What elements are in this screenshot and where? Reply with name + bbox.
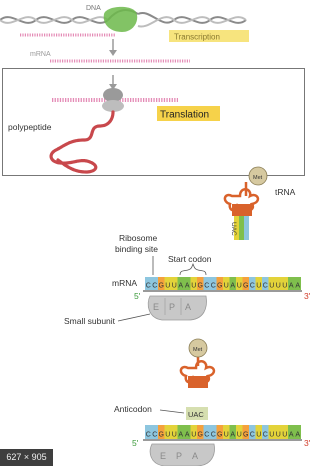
site-p-label: P	[169, 302, 176, 312]
nucleotide-letter: U	[236, 282, 242, 290]
nucleotide-letter: G	[158, 431, 164, 439]
nucleotide-letter: U	[236, 431, 242, 439]
nucleotide-letter: A	[288, 431, 294, 439]
nucleotide-letter: U	[223, 431, 229, 439]
site-e-label: E	[153, 302, 160, 312]
mrna-mid-label: mRNA	[112, 278, 138, 288]
small-subunit-pointer	[118, 314, 150, 321]
nucleotide-letter: U	[191, 431, 197, 439]
nucleotide-letter: U	[171, 431, 177, 439]
nucleotide-letter: U	[275, 431, 281, 439]
start-codon-label: Start codon	[168, 254, 212, 264]
met-label: Met	[253, 175, 263, 181]
nucleotide-letter: U	[256, 431, 262, 439]
nucleotide-letter: C	[249, 431, 255, 439]
transcription-label: Transcription	[174, 32, 220, 42]
nucleotide-letter: U	[256, 282, 262, 290]
nucleotide-letter: U	[282, 431, 288, 439]
three-prime-label-2: 3'	[304, 438, 311, 448]
anticodon-pointer	[160, 410, 184, 413]
nucleotide-letter: C	[210, 431, 216, 439]
nucleotide-letter: C	[145, 282, 151, 290]
transcription-arrowhead	[109, 50, 117, 56]
nucleotide-letter: U	[165, 282, 171, 290]
nucleotide-letter: G	[197, 431, 203, 439]
nucleotide-letter: A	[178, 431, 184, 439]
site-p2-label: P	[176, 451, 183, 461]
nucleotide-letter: U	[165, 431, 171, 439]
nucleotide-letter: A	[184, 431, 190, 439]
nucleotide-letter: A	[230, 431, 236, 439]
nucleotide-letter: A	[184, 282, 190, 290]
nucleotide-letter: U	[191, 282, 197, 290]
mrna-sequence-row-1	[145, 277, 301, 290]
nucleotide-letter: C	[152, 282, 158, 290]
nucleotide-letter: G	[243, 431, 249, 439]
three-prime-label: 3'	[304, 291, 311, 301]
nucleotide-letter: C	[210, 282, 216, 290]
rna-polymerase	[104, 7, 138, 32]
nucleotide-letter: G	[217, 282, 223, 290]
small-subunit-label: Small subunit	[64, 316, 116, 326]
anticodon-label: Anticodon	[114, 404, 152, 414]
nucleotide-letter: C	[204, 282, 210, 290]
trna-anticodon-seq: UAC	[230, 222, 237, 236]
ribosome-binding-site-line1: Ribosome	[119, 233, 158, 243]
nucleotide-letter: G	[158, 282, 164, 290]
nucleotide-letter: C	[262, 282, 268, 290]
nucleotide-letter: C	[145, 431, 151, 439]
nucleotide-letter: C	[204, 431, 210, 439]
nucleotide-letter: A	[295, 431, 301, 439]
image-dimensions-badge: 627 × 905	[0, 449, 53, 466]
met-label-2: Met	[193, 347, 203, 353]
nucleotide-letter: U	[269, 431, 275, 439]
start-codon-brace	[180, 264, 206, 275]
nucleotide-letter: A	[230, 282, 236, 290]
trna-label: tRNA	[275, 187, 296, 197]
nucleotide-letter: G	[243, 282, 249, 290]
nucleotide-letter: U	[282, 282, 288, 290]
site-a2-label: A	[192, 451, 199, 461]
nucleotide-letter: U	[171, 282, 177, 290]
nucleotide-letter: G	[217, 431, 223, 439]
five-prime-label: 5'	[134, 291, 141, 301]
nucleotide-letter: U	[223, 282, 229, 290]
site-a-label: A	[185, 302, 192, 312]
translation-label: Translation	[160, 109, 210, 121]
five-prime-label-2: 5'	[132, 438, 139, 448]
nucleotide-letter: U	[275, 282, 281, 290]
dna-label: DNA	[86, 5, 101, 12]
nucleotide-letter: C	[152, 431, 158, 439]
nucleotide-letter: C	[262, 431, 268, 439]
mrna-sequence-row-2	[145, 425, 301, 439]
mrna-top-label: mRNA	[30, 51, 51, 58]
ribosome-binding-site-line2: binding site	[115, 244, 159, 254]
nucleotide-letter: U	[269, 282, 275, 290]
nucleotide-letter: C	[249, 282, 255, 290]
nucleotide-letter: A	[295, 282, 301, 290]
nucleotide-letter: G	[197, 282, 203, 290]
polypeptide-label: polypeptide	[8, 122, 52, 132]
nucleotide-letter: A	[178, 282, 184, 290]
nucleotide-letter: A	[288, 282, 294, 290]
site-e2-label: E	[160, 451, 167, 461]
anticodon-seq: UAC	[188, 410, 204, 419]
